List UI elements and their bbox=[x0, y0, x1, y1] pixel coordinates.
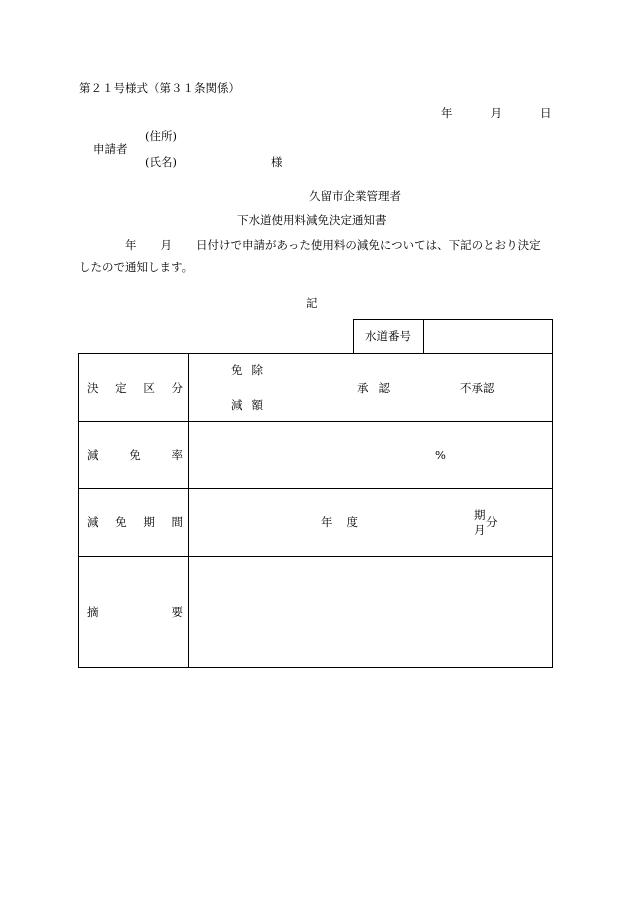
period-label-char: 間 bbox=[171, 515, 183, 529]
water-number-box bbox=[353, 319, 553, 354]
approve-option: 承認 bbox=[357, 381, 400, 395]
period-label-char: 減 bbox=[87, 515, 99, 529]
summary-label-char: 摘 bbox=[87, 605, 99, 619]
water-number-label: 水道番号 bbox=[365, 329, 411, 343]
month-label: 月 bbox=[474, 523, 486, 537]
document-title: 下水道使用料減免決定通知書 bbox=[237, 213, 387, 227]
body-month: 月 bbox=[160, 238, 172, 252]
period-label bbox=[87, 517, 183, 529]
term-label: 期 bbox=[474, 508, 486, 522]
decision-label-char: 決 bbox=[87, 381, 99, 395]
reject-option: 不承認 bbox=[460, 381, 495, 395]
issue-date bbox=[441, 108, 552, 120]
summary-field[interactable] bbox=[189, 557, 552, 667]
address-label: (住所) bbox=[145, 129, 177, 143]
form-number: 第２１号様式（第３１条関係） bbox=[79, 81, 240, 95]
option-exempt: 免除 bbox=[231, 363, 272, 377]
decision-table bbox=[78, 353, 553, 668]
rate-label bbox=[87, 450, 183, 462]
body-line-2: したので通知します。 bbox=[79, 260, 194, 274]
date-year: 年 bbox=[441, 106, 453, 120]
period-label-char: 免 bbox=[115, 515, 127, 529]
percent-sign: % bbox=[435, 448, 446, 462]
portion-label: 分 bbox=[486, 515, 498, 529]
honorific: 様 bbox=[271, 155, 283, 169]
ki-heading: 記 bbox=[306, 296, 318, 310]
rate-label-char: 減 bbox=[87, 448, 99, 462]
water-number-divider bbox=[423, 320, 424, 353]
decision-label-char: 区 bbox=[143, 381, 155, 395]
rate-label-char: 免 bbox=[129, 448, 141, 462]
rate-label-char: 率 bbox=[171, 448, 183, 462]
row-divider-2 bbox=[79, 488, 552, 489]
name-label: (氏名) bbox=[145, 155, 177, 169]
issuer: 久留市企業管理者 bbox=[309, 189, 401, 203]
decision-label bbox=[87, 383, 183, 395]
summary-label bbox=[87, 607, 183, 619]
period-label-char: 期 bbox=[143, 515, 155, 529]
row-divider-1 bbox=[79, 421, 552, 422]
option-reduce: 減額 bbox=[231, 398, 272, 412]
date-day: 日 bbox=[540, 106, 552, 120]
applicant-label: 申請者 bbox=[93, 142, 128, 156]
body-line-1 bbox=[79, 240, 541, 252]
body-text: 日付けで申請があった使用料の減免については、下記のとおり決定 bbox=[196, 238, 541, 252]
decision-label-char: 分 bbox=[171, 381, 183, 395]
decision-label-char: 定 bbox=[115, 381, 127, 395]
fiscal-year-label: 年度 bbox=[321, 515, 372, 529]
summary-label-char: 要 bbox=[171, 605, 183, 619]
body-year: 年 bbox=[125, 238, 137, 252]
date-month: 月 bbox=[490, 106, 502, 120]
